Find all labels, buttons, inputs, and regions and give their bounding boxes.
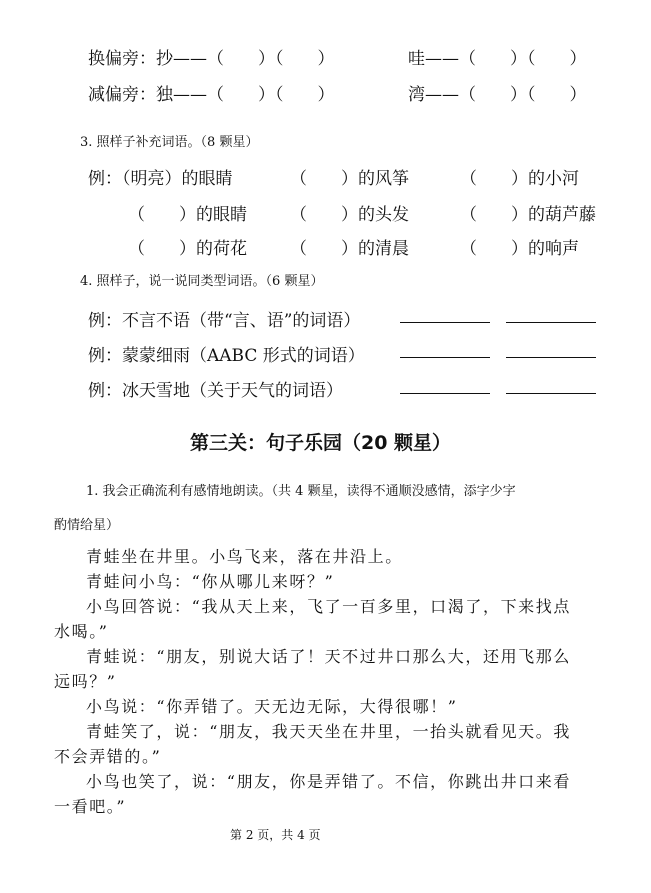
answer-line [400,308,490,323]
q4-heading: 4. 照样子，说一说同类型词语。（6 颗星） [80,274,324,289]
story-line: 不会弄错的。” [54,747,162,766]
radical-remove-line: 减偏旁：独——（ ）（ ） [88,85,335,105]
q3-blank: （ ）的风筝 [290,169,409,189]
q1-instruction: 1. 我会正确流利有感情地朗读。（共 4 颗星，读得不通顺没感情，添字少字 [86,484,516,499]
q4-example: 例：蒙蒙细雨（AABC 形式的词语） [88,346,365,366]
section-title: 第三关：句子乐园（20 颗星） [190,432,452,454]
radical-remove-line-right: 湾——（ ）（ ） [408,85,587,105]
q3-example: 例：（明亮）的眼睛 [88,169,233,189]
q3-blank: （ ）的眼睛 [128,205,247,225]
story-line: 远吗？” [54,672,117,691]
q3-blank: （ ）的葫芦藤 [460,205,596,225]
story-line: 小鸟说：“你弄错了。天无边无际，大得很哪！” [86,697,458,716]
q3-heading: 3. 照样子补充词语。（8 颗星） [80,135,259,150]
story-line: 小鸟也笑了，说：“朋友，你是弄错了。不信，你跳出井口来看 [86,772,571,791]
answer-line [506,308,596,323]
q3-blank: （ ）的荷花 [128,239,247,259]
story-line: 一看吧。” [54,797,127,816]
story-line: 青蛙笑了，说：“朋友，我天天坐在井里，一抬头就看见天。我 [86,722,571,741]
story-line: 青蛙坐在井里。小鸟飞来，落在井沿上。 [86,547,403,566]
story-line: 青蛙说：“朋友，别说大话了！天不过井口那么大，还用飞那么 [86,647,571,666]
page-number: 第 2 页，共 4 页 [230,828,321,842]
q4-example: 例：不言不语（带“言、语”的词语） [88,311,361,331]
answer-line [506,379,596,394]
answer-line [400,343,490,358]
answer-line [400,379,490,394]
story-line: 水喝。” [54,622,109,641]
q3-blank: （ ）的小河 [460,169,579,189]
radical-swap-line-right: 哇——（ ）（ ） [408,49,587,69]
radical-swap-line: 换偏旁：抄——（ ）（ ） [88,49,335,69]
q3-blank: （ ）的响声 [460,239,579,259]
answer-line [506,343,596,358]
q4-example: 例：冰天雪地（关于天气的词语） [88,381,343,401]
q3-blank: （ ）的头发 [290,205,409,225]
q3-blank: （ ）的清晨 [290,239,409,259]
story-line: 小鸟回答说：“我从天上来，飞了一百多里，口渴了，下来找点 [86,597,571,616]
story-line: 青蛙问小鸟：“你从哪儿来呀？” [86,572,335,591]
q1-instruction-cont: 酌情给星） [54,518,120,533]
